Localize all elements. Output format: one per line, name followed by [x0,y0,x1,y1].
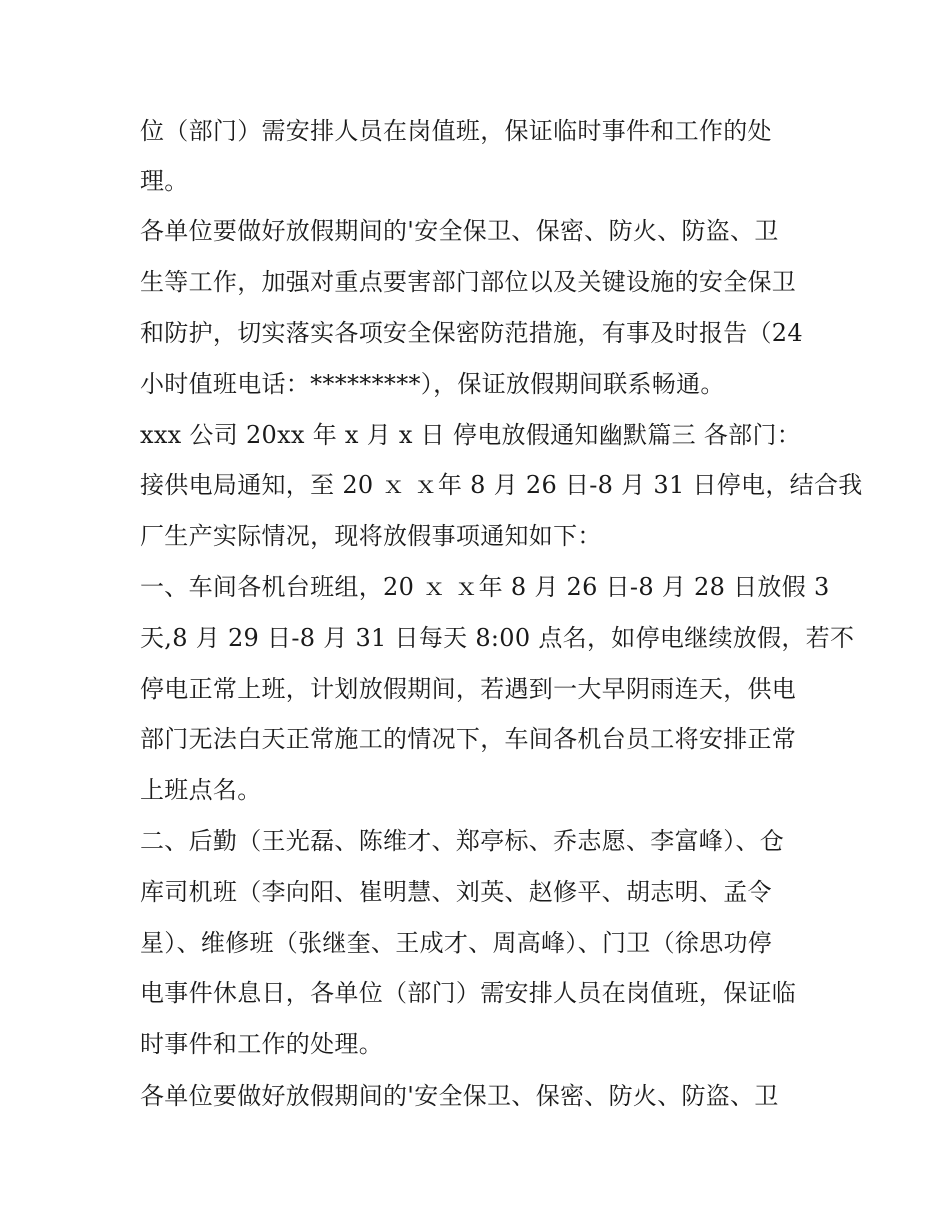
text-line: 二、后勤（王光磊、陈维才、郑亭标、乔志愿、李富峰）、仓 [140,827,785,855]
text-line: 一、车间各机台班组，20 ｘ ｘ年 8 月 26 日-8 月 28 日放假 3 [140,573,830,601]
text-line: 理。 [140,167,189,195]
text-line: 各单位要做好放假期间的'安全保卫、保密、防火、防盗、卫 [140,1082,779,1110]
text-line: 库司机班（李向阳、崔明慧、刘英、赵修平、胡志明、孟令 [140,878,772,906]
text-line: 生等工作，加强对重点要害部门部位以及关键设施的安全保卫 [140,268,797,296]
text-line: 停电正常上班，计划放假期间，若遇到一大早阴雨连天，供电 [140,675,797,703]
text-line: 时事件和工作的处理。 [140,1030,383,1058]
text-line: 厂生产实际情况，现将放假事项通知如下： [140,522,602,550]
text-line: 小时值班电话：*********），保证放假期间联系畅通。 [140,370,725,398]
text-line: 电事件休息日，各单位（部门）需安排人员在岗值班，保证临 [140,979,797,1007]
text-line: 和防护，切实落实各项安全保密防范措施，有事及时报告（24 [140,319,803,347]
text-line: 上班点名。 [140,776,262,804]
text-line: 位（部门）需安排人员在岗值班，保证临时事件和工作的处 [140,117,772,145]
text-line: 接供电局通知，至 20 ｘ ｘ年 8 月 26 日-8 月 31 日停电，结合我 [140,471,863,499]
text-line: 天,8 月 29 日-8 月 31 日每天 8:00 点名，如停电继续放假，若不 [140,624,855,652]
text-line: 各单位要做好放假期间的'安全保卫、保密、防火、防盗、卫 [140,217,779,245]
text-line: 星）、维修班（张继奎、王成才、周高峰）、门卫（徐思功停 [140,929,773,957]
text-line: 部门无法白天正常施工的情况下，车间各机台员工将安排正常 [140,725,797,753]
text-line: xxx 公司 20xx 年 x 月 x 日 停电放假通知幽默篇三 各部门： [140,421,802,449]
